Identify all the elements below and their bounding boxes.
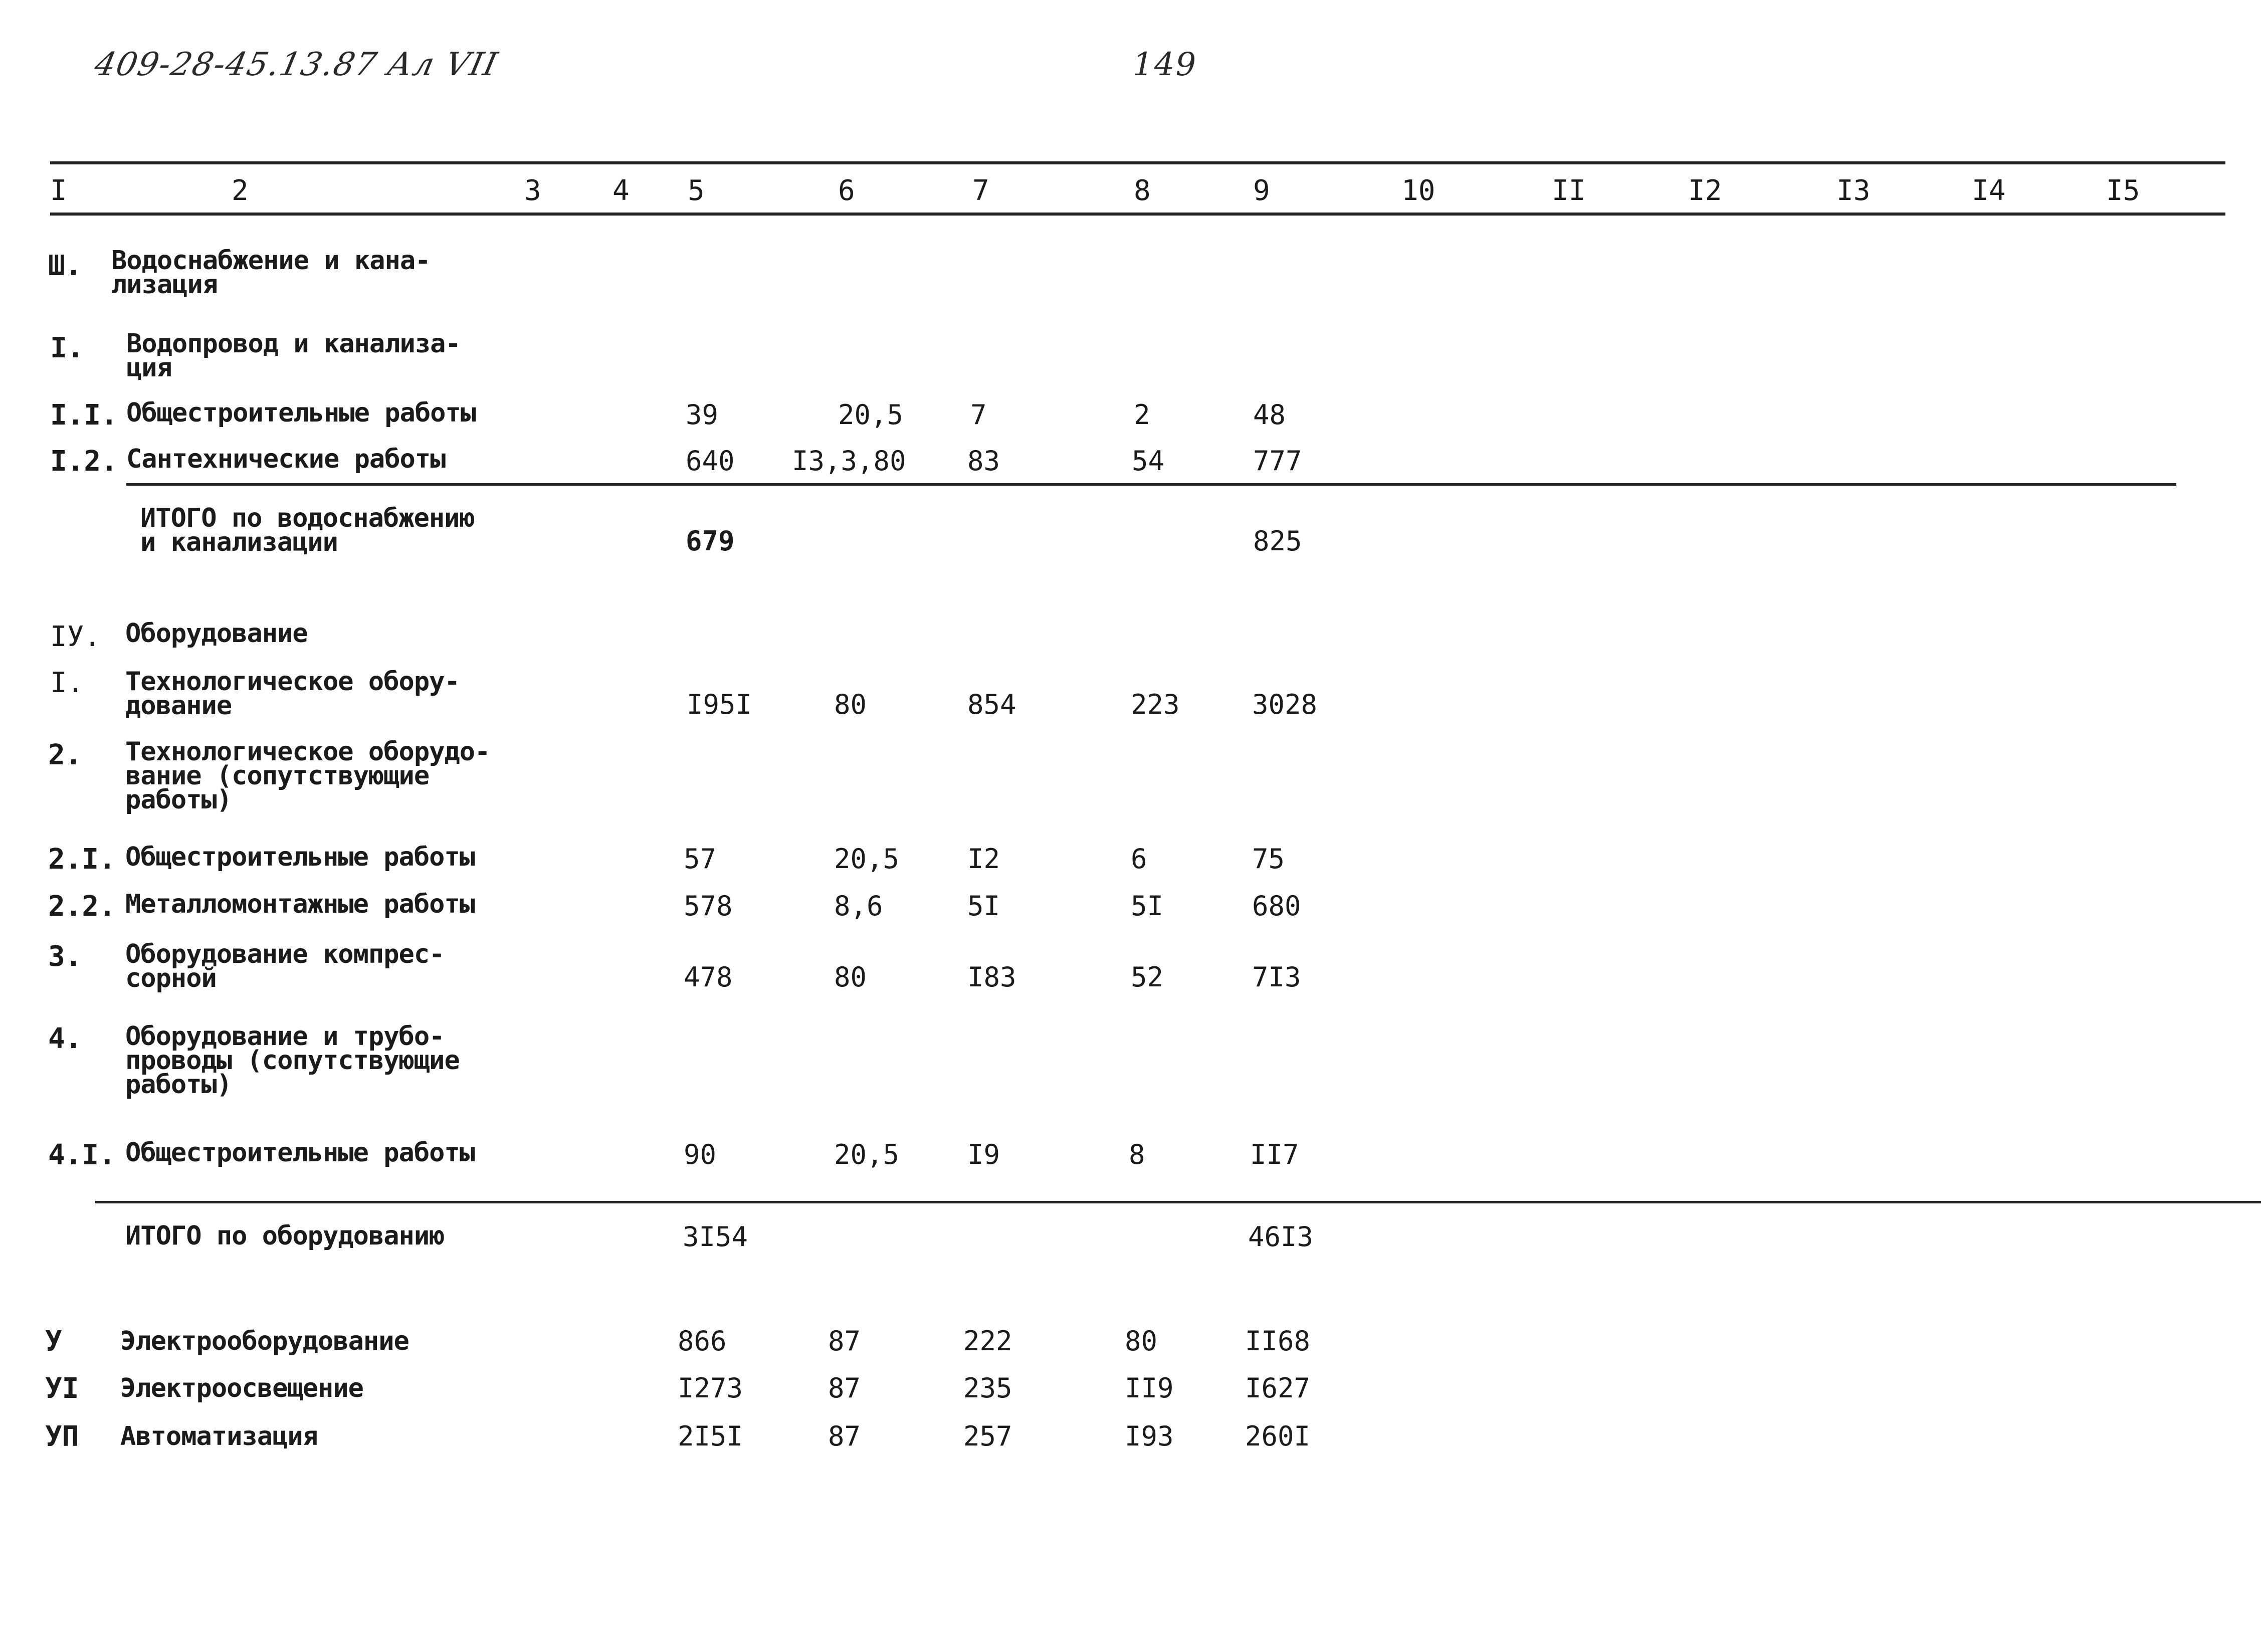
table-header-bottom-rule [50, 213, 2225, 216]
cell-col9: 260I [1245, 1420, 1311, 1452]
row-name-line: Водопровод и канализа- [126, 329, 461, 359]
cell-col8: 223 [1131, 689, 1180, 720]
row-name-line: ИТОГО по водоснабжению [140, 503, 475, 533]
row-name-line: Электрооборудование [120, 1326, 409, 1356]
cell-col5: 478 [684, 961, 733, 993]
col-header-1: I [50, 174, 67, 207]
col-header-3: 3 [524, 174, 541, 207]
cell-col8: 8 [1129, 1139, 1145, 1170]
cell-col5: I95I [687, 689, 752, 720]
cell-col6: 20,5 [834, 1139, 900, 1170]
table-top-rule [50, 161, 2225, 164]
subtotal-rule [95, 1201, 2261, 1203]
cell-col7: I83 [967, 961, 1016, 993]
document-code: 409-28-45.13.87 Ал VII [91, 46, 502, 83]
cell-col7: 5I [967, 890, 1000, 922]
cell-col5: 2I5I [678, 1420, 743, 1452]
row-name-line: Общестроительные работы [125, 1138, 475, 1168]
row-number: IУ. [50, 621, 101, 653]
cell-col6: 20,5 [838, 399, 904, 431]
row-name-line: Общестроительные работы [125, 842, 475, 872]
cell-col9: I627 [1245, 1372, 1311, 1404]
cell-col5: 679 [686, 525, 735, 557]
col-header-8: 8 [1134, 174, 1151, 207]
row-name-line: работы) [125, 785, 232, 815]
row-number: УП [45, 1420, 79, 1453]
subtotal-rule [126, 483, 2176, 486]
cell-col9: 75 [1252, 843, 1285, 875]
row-name-line: дование [125, 691, 232, 721]
row-name-line: сорной [125, 963, 217, 993]
col-header-11: II [1552, 174, 1586, 207]
row-number: 2.I. [48, 843, 116, 876]
cell-col8: II9 [1125, 1372, 1174, 1404]
cell-col8: I93 [1125, 1420, 1174, 1452]
cell-col7: 257 [963, 1420, 1012, 1452]
row-name-line: Технологическое обору- [125, 667, 460, 697]
row-name-line: Технологическое оборудо- [125, 737, 490, 767]
cell-col7: I2 [967, 843, 1000, 875]
row-name-line: Общестроительные работы [126, 398, 476, 428]
row-name-line: Оборудование [125, 618, 308, 649]
row-name-line: работы) [125, 1070, 232, 1100]
col-header-5: 5 [688, 174, 705, 207]
cell-col6: 80 [834, 961, 867, 993]
cell-col6: I3,3,80 [792, 445, 906, 477]
row-name-line: ИТОГО по оборудованию [125, 1221, 445, 1251]
cell-col5: 578 [684, 890, 733, 922]
row-number: 4.I. [48, 1139, 116, 1171]
cell-col9: II68 [1245, 1325, 1311, 1357]
row-number: УI [45, 1372, 79, 1405]
row-number: I. [50, 667, 84, 699]
row-number: Ш. [48, 250, 82, 282]
row-number: 4. [48, 1022, 82, 1055]
row-name-line: Оборудование и трубо- [125, 1021, 445, 1052]
row-name-line: вание (сопутствующие [125, 761, 430, 791]
cell-col6: 8,6 [834, 890, 883, 922]
row-name-line: Оборудование компрес- [125, 939, 445, 969]
cell-col6: 87 [828, 1372, 861, 1404]
cell-col6: 80 [834, 689, 867, 720]
cell-col5: 3I54 [683, 1221, 748, 1253]
col-header-7: 7 [972, 174, 989, 207]
row-name-line: Электроосвещение [120, 1373, 363, 1403]
cell-col9: 825 [1253, 525, 1302, 557]
col-header-2: 2 [232, 174, 249, 207]
col-header-14: I4 [1972, 174, 2006, 207]
cell-col5: 866 [678, 1325, 727, 1357]
cell-col7: 7 [970, 399, 987, 431]
row-name-line: Сантехнические работы [126, 444, 446, 474]
cell-col6: 87 [828, 1325, 861, 1357]
cell-col6: 20,5 [834, 843, 900, 875]
col-header-10: 10 [1401, 174, 1435, 207]
cell-col7: 222 [963, 1325, 1012, 1357]
cell-col9: 777 [1253, 445, 1302, 477]
row-name-line: Металломонтажные работы [125, 889, 475, 919]
row-number: 2. [48, 739, 82, 771]
row-number: I.I. [50, 399, 118, 432]
cell-col9: 7I3 [1252, 961, 1301, 993]
row-number: 2.2. [48, 890, 116, 923]
cell-col7: 235 [963, 1372, 1012, 1404]
cell-col8: 6 [1131, 843, 1147, 875]
cell-col5: 39 [686, 399, 719, 431]
cell-col8: 80 [1125, 1325, 1158, 1357]
row-name-line: лизация [111, 270, 218, 300]
col-header-6: 6 [838, 174, 855, 207]
row-number: I. [50, 332, 84, 364]
col-header-9: 9 [1253, 174, 1270, 207]
col-header-13: I3 [1836, 174, 1871, 207]
cell-col5: 640 [686, 445, 735, 477]
cell-col8: 54 [1132, 445, 1165, 477]
row-number: I.2. [50, 445, 118, 478]
row-name-line: проводы (сопутствующие [125, 1046, 460, 1076]
col-header-15: I5 [2106, 174, 2140, 207]
cell-col5: 57 [684, 843, 717, 875]
cell-col9: 680 [1252, 890, 1301, 922]
cell-col7: 83 [967, 445, 1000, 477]
cell-col7: 854 [967, 689, 1016, 720]
cell-col8: 5I [1131, 890, 1164, 922]
row-name-line: Автоматизация [120, 1421, 318, 1452]
row-name-line: Водоснабжение и кана- [111, 246, 431, 276]
cell-col7: I9 [967, 1139, 1000, 1170]
cell-col9: 48 [1253, 399, 1286, 431]
page-number: 149 [1133, 46, 1197, 83]
cell-col5: 90 [684, 1139, 717, 1170]
cell-col8: 2 [1134, 399, 1150, 431]
cell-col8: 52 [1131, 961, 1164, 993]
col-header-12: I2 [1688, 174, 1722, 207]
row-name-line: и канализации [140, 527, 338, 557]
row-name-line: ция [126, 353, 172, 383]
cell-col9: II7 [1250, 1139, 1299, 1170]
cell-col5: I273 [678, 1372, 743, 1404]
row-number: 3. [48, 940, 82, 973]
col-header-4: 4 [612, 174, 630, 207]
cell-col9: 46I3 [1248, 1221, 1314, 1253]
cell-col9: 3028 [1252, 689, 1318, 720]
cell-col6: 87 [828, 1420, 861, 1452]
row-number: У [45, 1325, 62, 1358]
